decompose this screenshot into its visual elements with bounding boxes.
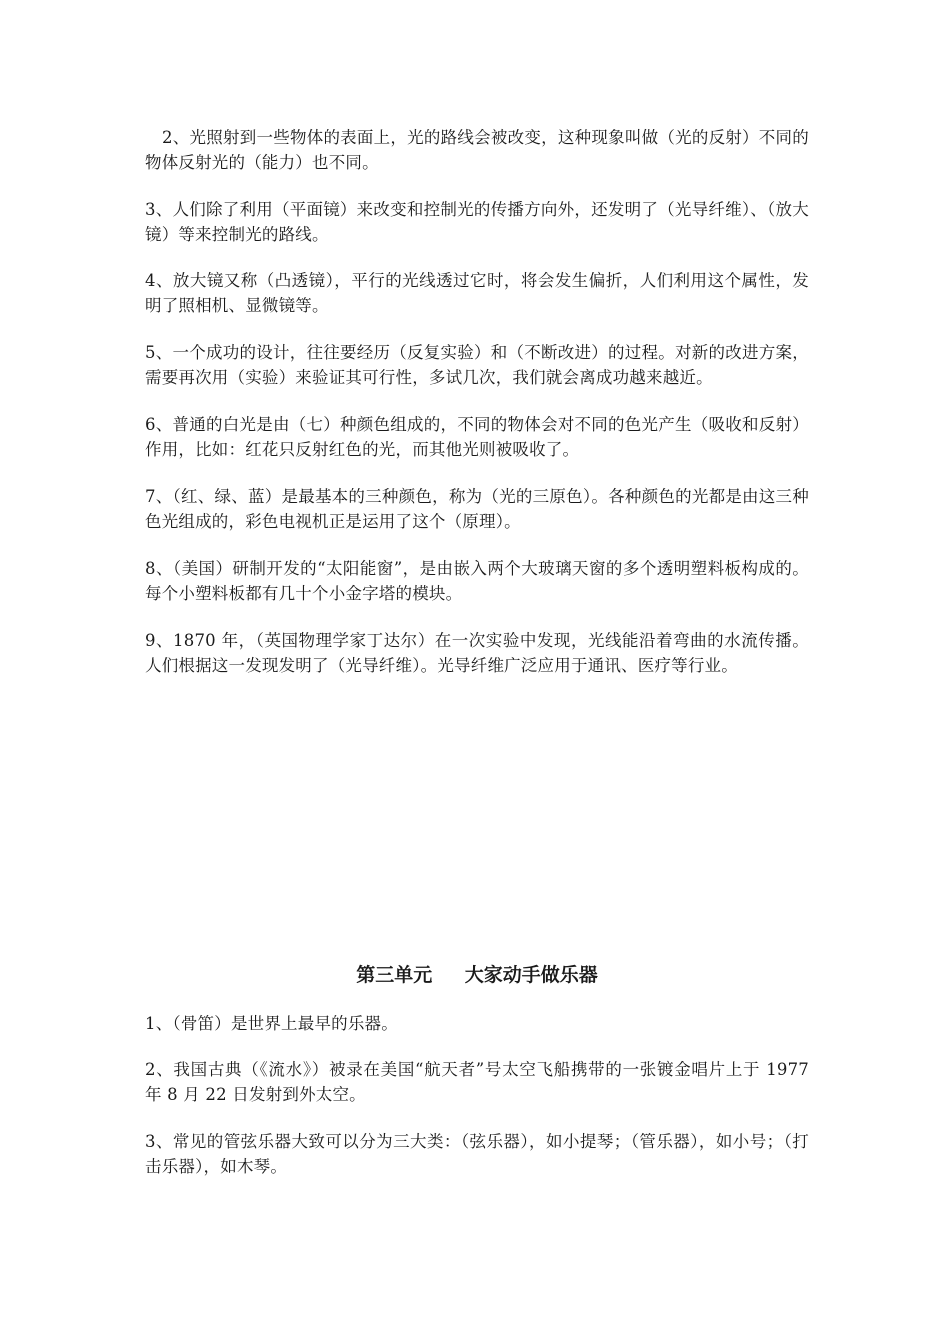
paragraph-music-3: 3、常见的管弦乐器大致可以分为三大类：（弦乐器），如小提琴；（管乐器），如小号；（打击乐器），如木琴。	[145, 1132, 809, 1176]
paragraph-item-6: 6、普通的白光是由（七）种颜色组成的，不同的物体会对不同的色光产生（吸收和反射）作用，比如：红花只反射红色的光，而其他光则被吸收了。	[145, 415, 809, 459]
section-heading: 第三单元 大家动手做乐器	[356, 964, 598, 986]
paragraph-item-3: 3、人们除了利用（平面镜）来改变和控制光的传播方向外，还发明了（光导纤维）、（放大镜）等来控制光的路线。	[145, 200, 809, 244]
paragraph-item-7: 7、（红、绿、蓝）是最基本的三种颜色，称为（光的三原色）。各种颜色的光都是由这三种色光组成的，彩色电视机正是运用了这个（原理）。	[145, 487, 809, 531]
paragraph-music-2: 2、我国古典（《流水》）被录在美国“航天者”号太空飞船携带的一张镀金唱片上于 1977 年 8 月 22 日发射到外太空。	[145, 1060, 809, 1104]
paragraph-item-2: 2、光照射到一些物体的表面上，光的路线会被改变，这种现象叫做（光的反射）不同的物体反射光的（能力）也不同。	[145, 128, 809, 172]
paragraph-item-5: 5、一个成功的设计，往往要经历（反复实验）和（不断改进）的过程。对新的改进方案，需要再次用（实验）来验证其可行性，多试几次，我们就会离成功越来越近。	[145, 343, 809, 387]
paragraph-item-4: 4、放大镜又称（凸透镜），平行的光线透过它时，将会发生偏折，人们利用这个属性，发明了照相机、显微镜等。	[145, 271, 809, 315]
paragraph-music-1: 1、（骨笛）是世界上最早的乐器。	[145, 1014, 398, 1033]
paragraph-item-8: 8、（美国）研制开发的“太阳能窗”，是由嵌入两个大玻璃天窗的多个透明塑料板构成的。每个小塑料板都有几十个小金字塔的模块。	[145, 559, 809, 603]
paragraph-item-9: 9、1870 年，（英国物理学家丁达尔）在一次实验中发现，光线能沿着弯曲的水流传播。人们根据这一发现发明了（光导纤维）。光导纤维广泛应用于通讯、医疗等行业。	[145, 631, 809, 675]
